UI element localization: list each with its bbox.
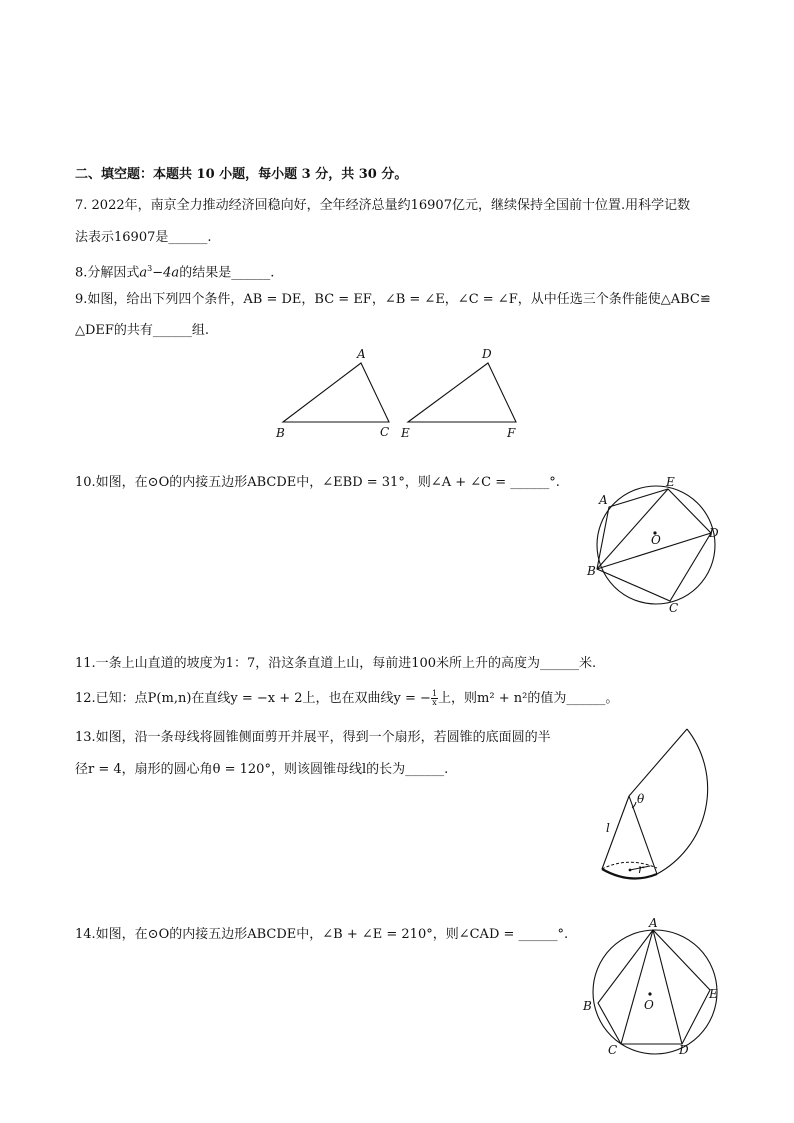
pentagon-abcde [598,930,710,1044]
label-r: r [638,862,644,876]
base-ellipse-back [602,862,657,869]
q9-triangles-figure [270,345,530,445]
question-7-line-2: 法表示16907是______. [75,230,212,245]
question-12-post: 上，则m² + n²的值为______。 [438,691,619,706]
question-12-pre: 12.已知：点P(m,n)在直线y = −x + 2上，也在双曲线y = − [75,691,431,706]
sector-arc [657,729,708,874]
label-a: A [649,916,658,930]
label-b: B [587,564,596,578]
question-11: 11.一条上山直道的坡度为1：7，沿这条直道上山，每前进100米所上升的高度为______米. [75,656,597,671]
hyperbola-fraction [431,690,438,707]
question-8 [75,260,274,282]
question-14: 14.如图，在⊙O的内接五边形ABCDE中，∠B + ∠E = 210°，则∠CAD = ______°. [75,927,569,942]
q10-pentagon-circle-figure [585,472,725,617]
label-e: E [709,987,718,1001]
fraction-numerator: 1 [431,689,438,698]
question-7-line-1: 7. 2022年，南京全力推动经济回稳向好，全年经济总量约16907亿元，继续保持全国前十位置.用科学记数 [75,198,691,213]
label-d: D [482,347,492,361]
question-9-line-2: △DEF的共有______组. [75,323,210,338]
question-8-pre: 8.分解因式 [75,265,140,281]
q14-pentagon-circle-figure [578,916,728,1065]
section-heading: 二、填空题：本题共 10 小题，每小题 3 分，共 30 分。 [75,167,408,182]
label-c: C [380,425,390,439]
question-8-expr-sup: 3 [147,264,153,273]
triangle-def [408,363,516,422]
label-a: A [357,347,366,361]
question-12 [75,690,618,708]
label-a: A [599,493,608,507]
question-13-line-1: 13.如图，沿一条母线将圆锥侧面剪开并展平，得到一个扇形，若圆锥的底面圆的半 [75,730,551,745]
q13-cone-sector-figure [590,722,725,887]
label-b: B [583,999,592,1013]
label-o: O [651,533,661,547]
label-theta: θ [637,792,645,806]
label-d: D [709,526,719,540]
label-l: l [606,821,610,835]
fraction-denominator: x [432,698,437,707]
base-center-dot [629,869,632,872]
question-9-line-1: 9.如图，给出下列四个条件，AB = DE，BC = EF，∠B = ∠E，∠C = ∠F，从中任选三个条件能使△ABC≌ [75,292,711,307]
question-10: 10.如图，在⊙O的内接五边形ABCDE中，∠EBD = 31°，则∠A + ∠C = ______°. [75,475,560,490]
sector-radius-top [629,729,687,796]
question-13-line-2: 径r = 4，扇形的圆心角θ = 120°，则该圆锥母线l的长为______. [75,762,449,777]
label-f: F [507,426,516,440]
label-e: E [666,475,675,489]
label-c: C [608,1043,618,1057]
question-8-expr-base: a [139,265,148,281]
chord-ac [621,930,653,1044]
label-c: C [669,601,679,615]
label-d: D [679,1043,689,1057]
label-o: O [644,998,654,1012]
question-8-post: 的结果是______. [179,265,275,281]
question-8-expr-rest: −4a [152,265,180,281]
center-dot [648,992,651,995]
triangle-abc [283,363,389,422]
label-e: E [401,426,410,440]
chord-ad [653,930,682,1044]
label-b: B [276,426,285,440]
circle-o [593,930,717,1054]
